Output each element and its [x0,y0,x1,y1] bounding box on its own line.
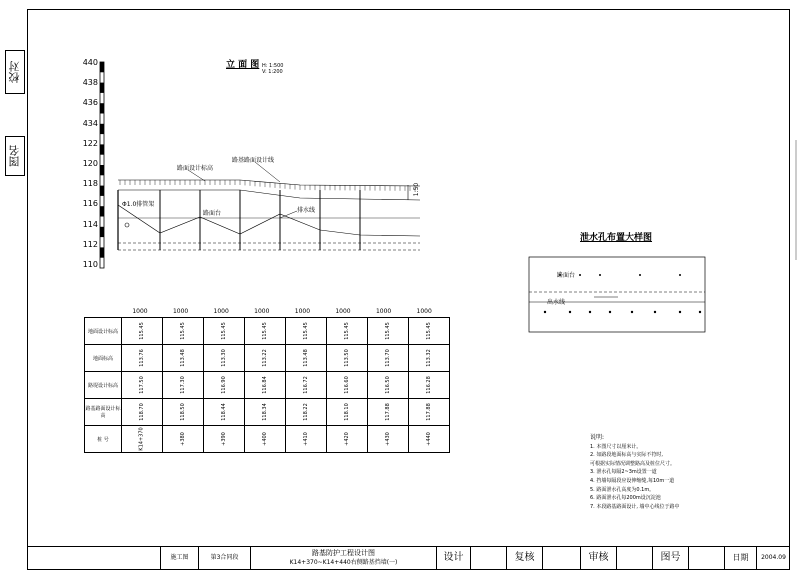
table-cell: 113.50 [327,345,368,372]
table-cell: +390 [204,426,245,453]
row-header: 地面标高 [85,345,122,372]
tb-project [250,546,436,570]
y-tick: 120 [82,159,98,168]
side-tab-check[interactable]: 校对 [5,50,25,94]
notes-heading: 说明: [590,434,605,441]
note-item: 7. 本段路基路面设计, 墙中心线位于路中 [590,503,680,510]
tb-date-label: 日期 [724,546,756,570]
table-cell: 117.50 [122,372,163,399]
table-cell: 117.30 [163,372,204,399]
table-cell: 117.88 [409,399,450,426]
segment-length: 1000 [294,308,311,315]
tb-drawing-no: 图号 [652,546,688,570]
scale-h: H: 1:500 [262,63,284,69]
row-header: 路堤设计标高 [85,372,122,399]
y-tick: 110 [82,260,98,269]
y-tick: 438 [82,78,98,88]
tb-stage: 施工图 [160,546,198,570]
y-tick: 122 [82,138,98,148]
table-cell: 115.45 [368,318,409,345]
segment-length: 1000 [254,308,270,315]
table-cell: 113.22 [245,345,286,372]
table-cell: 113.48 [163,345,204,372]
table-cell: 118.34 [245,399,286,426]
y-tick: 436 [82,98,98,108]
table-cell: 117.88 [368,399,409,426]
table-cell: 115.45 [409,318,450,345]
row-header: 路基路面设计标高 [85,399,122,426]
table-cell: 116.72 [286,372,327,399]
segment-length: 1000 [213,308,229,315]
table-cell: +400 [245,426,286,453]
table-cell: 118.44 [204,399,245,426]
y-tick: 112 [82,239,98,249]
note-item: 1. 本图尺寸以厘米计。 [590,443,642,450]
y-tick: 440 [82,58,98,67]
segment-length: 1000 [335,308,351,315]
label-slope: 1:50 [413,182,421,197]
row-header: 桩 号 [85,426,122,453]
table-cell: K14+370 [122,426,163,453]
table-cell: 113.48 [286,345,327,372]
table-cell: 118.10 [327,399,368,426]
scale-v: V: 1:200 [262,69,283,75]
note-item: 5. 路面泄水孔高度为0.1m。 [590,486,655,493]
notes [590,434,680,511]
note-item: 6. 路面泄水孔每200m设沉淀池 [590,495,661,502]
y-tick: 118 [82,179,98,189]
table-cell: 116.60 [327,372,368,399]
label-road-design: 路基路面设计线 [232,157,275,164]
segment-length: 1000 [172,308,189,315]
tb-design-value [470,546,506,570]
table-cell: 116.84 [245,372,286,399]
side-tab-drawing-name[interactable]: 图名 [5,136,25,176]
table-cell: 116.50 [368,372,409,399]
table-cell: +410 [286,426,327,453]
label-culvert: Φ1.0排管架 [122,201,155,208]
profile-table [84,317,450,453]
note-item: 可根据实际情况调整路高及桩位尺寸。 [590,460,676,467]
elevation-title: 立 面 图 [226,60,260,70]
label-platform: 路面台 [203,210,222,217]
label-drain: 排水线 [297,207,316,214]
table-cell: +380 [163,426,204,453]
tb-audit: 审核 [580,546,616,570]
tb-review-value [542,546,580,570]
table-cell: 115.45 [286,318,327,345]
detail-top-label: 路面台 [557,272,576,279]
table-cell: 113.32 [409,345,450,372]
table-cell: 118.50 [163,399,204,426]
label-design-line: 路面设计标高 [177,165,214,172]
tb-date: 2004.09 [756,546,790,570]
table-cell: 115.45 [245,318,286,345]
tb-project-subtitle: K14+370~K14+440右侧路基挡墙(一) [289,559,398,566]
table-cell: 115.45 [163,318,204,345]
table-cell: 115.45 [204,318,245,345]
table-cell: 118.70 [122,399,163,426]
tb-contract: 第3合同段 [198,546,250,570]
tb-design: 设计 [436,546,470,570]
note-item: 2. 如路段地面标高与实际不符时, [590,452,663,459]
y-tick: 114 [82,219,98,229]
table-cell: +420 [327,426,368,453]
note-item: 3. 泄水孔每隔2~3m设置一道 [590,469,657,476]
table-cell: 115.45 [327,318,368,345]
table-cell: 113.70 [368,345,409,372]
table-cell: +430 [368,426,409,453]
table-cell: 116.90 [204,372,245,399]
table-cell: 118.22 [286,399,327,426]
tb-review: 复核 [506,546,542,570]
tb-drawing-no-value [688,546,724,570]
table-cell: 116.28 [409,372,450,399]
row-header: 地面设计标高 [85,318,122,345]
table-cell: +440 [409,426,450,453]
table-cell: 115.45 [122,318,163,345]
note-item: 4. 挡墙每隔段应设伸缩缝,每10m一道 [590,477,675,484]
y-tick: 434 [82,118,98,128]
detail-left-label: 出水线 [547,299,566,306]
segment-length: 1000 [375,308,392,315]
segment-length: 1000 [132,308,148,315]
detail-title: 泄水孔布置大样图 [580,233,653,243]
table-cell: 113.30 [204,345,245,372]
segment-length: 1000 [416,308,432,315]
tb-project-title: 路基防护工程设计图 [312,549,375,557]
y-tick: 116 [82,199,98,209]
tb-audit-value [616,546,652,570]
table-cell: 113.76 [122,345,163,372]
